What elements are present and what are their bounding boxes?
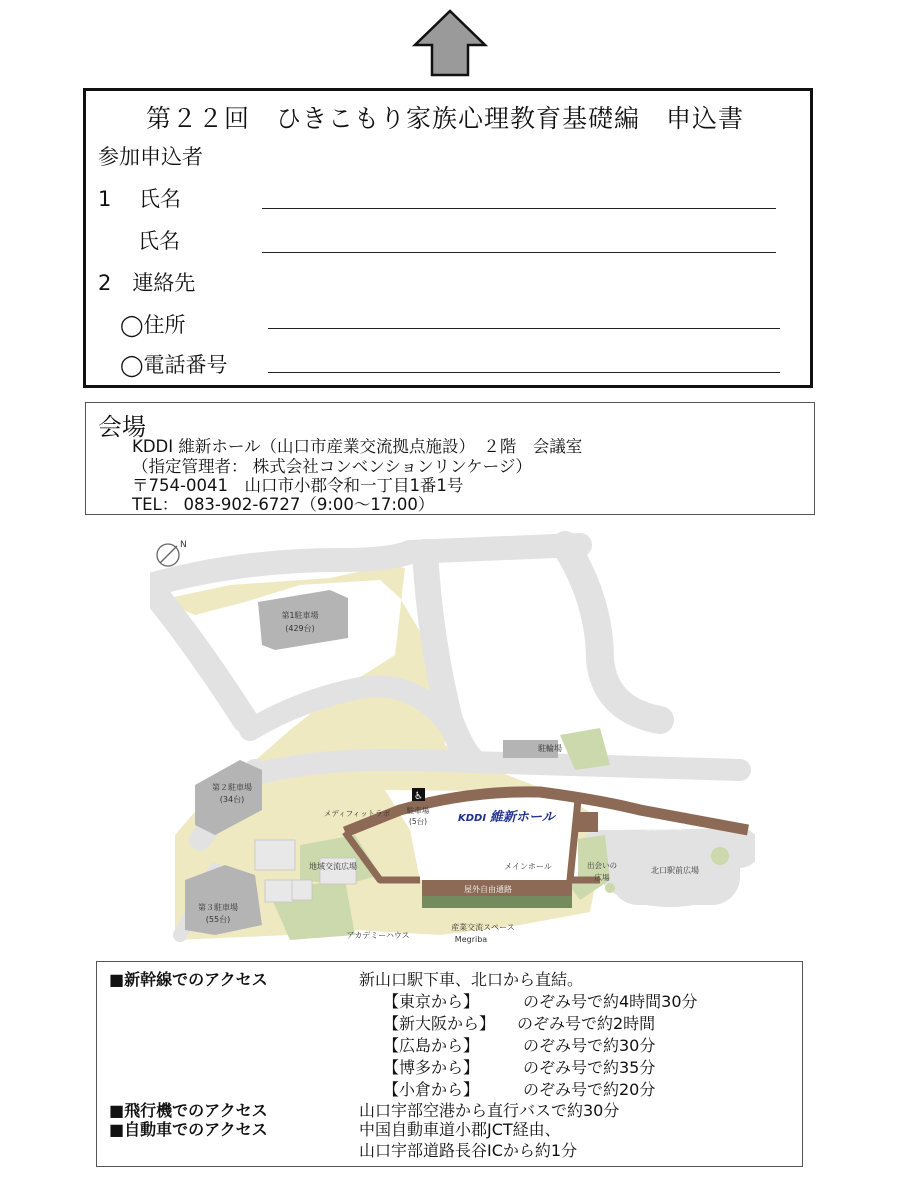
route-from-tokyo: 【東京から】 [383,992,480,1011]
main-hall-label: メインホール [504,862,552,871]
venue-line-2: （指定管理者： 株式会社コンベンションリンケージ） [132,457,532,476]
parking2-label: 第２駐車場 [212,783,252,792]
participants-label: 参加申込者 [98,145,203,169]
venue-line-4: TEL： 083-902-6727（9:00～17:00） [132,495,435,514]
car-access-desc-2: 山口宇部道路長谷ICから約1分 [359,1141,578,1160]
name-label-1: 1 氏名 [98,187,182,211]
phone-label: ◯電話番号 [120,353,228,377]
parking5-label: 駐車場 [406,806,430,815]
contact-label: 2 連絡先 [98,271,196,295]
venue-line-1: KDDI 維新ホール（山口市産業交流拠点施設） ２階 会議室 [132,437,583,456]
sangyo-label: 産業交流スペース [451,923,515,932]
meeting-plaza-label-2: 広場 [594,873,610,882]
name-field-1[interactable] [262,208,776,209]
route-from-shin-osaka: 【新大阪から】 [383,1014,496,1033]
route-time-hiroshima: のぞみ号で約30分 [523,1036,656,1055]
plane-access-desc: 山口宇部空港から直行バスで約30分 [359,1101,620,1120]
route-from-hiroshima: 【広島から】 [383,1036,480,1055]
parking1-label: 第1駐車場 [281,611,319,620]
bicycle-parking-label: 駐輪場 [538,744,562,753]
car-access-desc-1: 中国自動車道小郡JCT経由、 [359,1120,561,1139]
form-title: 第２２回 ひきこもり家族心理教育基礎編 申込書 [146,104,745,133]
application-form [83,88,813,388]
wheelchair-icon [412,788,425,802]
svg-text:♿: ♿ [414,791,423,802]
svg-text:KDDI: KDDI [458,813,487,824]
parking3-count: (55台) [205,915,231,924]
north-plaza-label: 北口駅前広場 [651,866,699,875]
parking2-count: (34台) [219,795,245,804]
name-label-2: 氏名 [138,229,180,253]
route-time-hakata: のぞみ号で約35分 [523,1058,656,1077]
parking3-label: 第３駐車場 [198,903,238,912]
station-direction-label: 至新山口駅 [645,823,685,832]
svg-text:維新ホール: 維新ホール [490,810,555,825]
venue-line-3: 〒754-0041 山口市小郡令和一丁目1番1号 [132,476,464,495]
shinkansen-access-desc: 新山口駅下車、北口から直結。 [359,970,584,989]
name-field-2[interactable] [262,252,776,253]
parking5-count: (5台) [408,817,428,826]
medifit-label: メディフィットラボ [323,809,391,818]
address-label: ◯住所 [120,313,186,337]
up-arrow-icon [412,8,488,78]
shinkansen-access-label: ■新幹線でのアクセス [109,970,268,989]
route-from-hakata: 【博多から】 [383,1058,480,1077]
phone-field[interactable] [268,372,780,373]
community-plaza-label: 地域交流広場 [309,862,357,871]
megriba-label: Megriba [454,935,488,944]
route-time-kokura: のぞみ号で約20分 [523,1080,656,1099]
access-info [96,961,803,1167]
venue-info [85,402,815,515]
parking1-count: (429台) [285,624,315,633]
meeting-plaza-label-1: 出会いの [587,861,617,870]
outdoor-passage-label: 屋外自由通路 [464,885,512,894]
route-time-tokyo: のぞみ号で約4時間30分 [523,992,698,1011]
plane-access-label: ■飛行機でのアクセス [109,1101,268,1120]
academy-label: アカデミーハウス [346,931,410,940]
venue-heading: 会場 [98,413,146,441]
route-from-kokura: 【小倉から】 [383,1080,480,1099]
route-time-shin-osaka: のぞみ号で約2時間 [517,1014,656,1033]
north-compass-icon [157,544,179,566]
car-access-label: ■自動車でのアクセス [109,1120,268,1139]
address-field[interactable] [268,328,780,329]
venue-map [150,530,755,960]
north-label: N [180,540,187,550]
